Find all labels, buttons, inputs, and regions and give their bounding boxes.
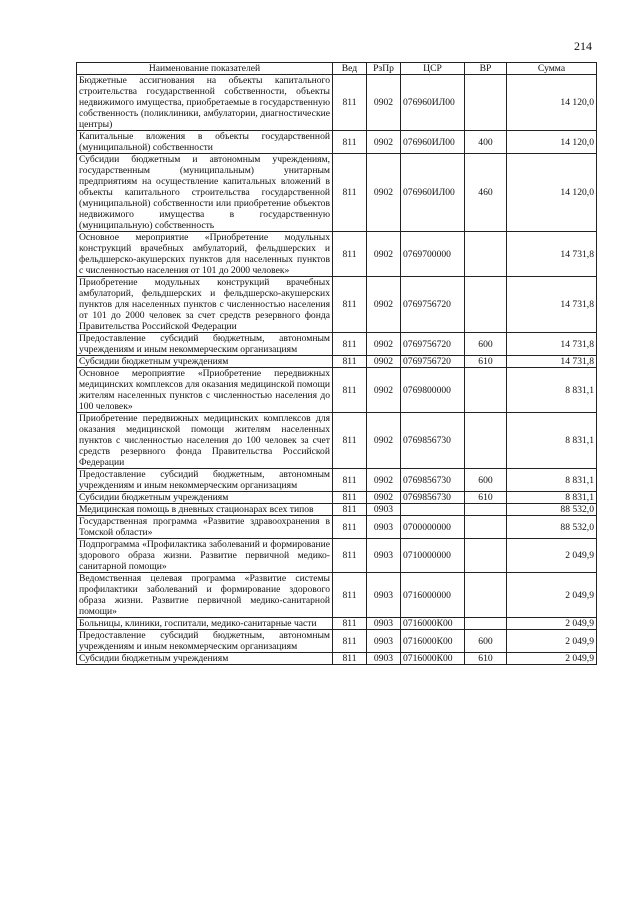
cell-ved: 811 [333, 413, 367, 469]
cell-ved: 811 [333, 653, 367, 665]
cell-rzpr: 0902 [367, 131, 401, 154]
cell-vr: 600 [465, 333, 507, 356]
cell-csr: 076960ИЛ00 [401, 131, 465, 154]
cell-vr [465, 516, 507, 539]
cell-csr: 076960ИЛ00 [401, 75, 465, 131]
cell-rzpr: 0902 [367, 368, 401, 413]
cell-csr: 0769700000 [401, 232, 465, 277]
cell-vr: 600 [465, 469, 507, 492]
cell-csr: 0716000000 [401, 573, 465, 618]
cell-csr: 076960ИЛ00 [401, 154, 465, 232]
cell-rzpr: 0902 [367, 333, 401, 356]
cell-csr: 0716000К00 [401, 630, 465, 653]
cell-vr: 610 [465, 492, 507, 504]
header-name: Наименование показателей [77, 63, 333, 75]
cell-name: Основное мероприятие «Приобретение передвижных медицинских комплексов для оказания медицинской помощи жителям населенных пунктов с численностью населения до 100 человек» [77, 368, 333, 413]
cell-rzpr: 0902 [367, 154, 401, 232]
cell-sum: 8 831,1 [507, 469, 597, 492]
cell-sum: 2 049,9 [507, 573, 597, 618]
table-row [77, 75, 597, 131]
cell-sum: 14 731,8 [507, 333, 597, 356]
cell-rzpr: 0903 [367, 539, 401, 573]
cell-csr: 0710000000 [401, 539, 465, 573]
cell-vr [465, 618, 507, 630]
cell-sum: 14 120,0 [507, 154, 597, 232]
cell-sum: 88 532,0 [507, 504, 597, 516]
table-row [77, 492, 597, 504]
cell-name: Субсидии бюджетным учреждениям [77, 492, 333, 504]
cell-csr: 0700000000 [401, 516, 465, 539]
table-row [77, 232, 597, 277]
cell-name: Основное мероприятие «Приобретение модульных конструкций врачебных амбулаторий, фельдшерских и фельдшерско-акушерских пунктов для населенных пунктов с численностью населения от 101 до 2000 человек» [77, 232, 333, 277]
cell-rzpr: 0903 [367, 573, 401, 618]
cell-name: Государственная программа «Развитие здравоохранения в Томской области» [77, 516, 333, 539]
table-row [77, 516, 597, 539]
cell-csr: 0716000К00 [401, 653, 465, 665]
cell-vr: 610 [465, 356, 507, 368]
table-row [77, 618, 597, 630]
cell-sum: 14 731,8 [507, 232, 597, 277]
cell-sum: 8 831,1 [507, 492, 597, 504]
cell-ved: 811 [333, 232, 367, 277]
header-csr: ЦСР [401, 63, 465, 75]
cell-ved: 811 [333, 516, 367, 539]
table-row [77, 333, 597, 356]
cell-name: Субсидии бюджетным учреждениям [77, 653, 333, 665]
cell-vr [465, 413, 507, 469]
cell-ved: 811 [333, 368, 367, 413]
cell-sum: 14 731,8 [507, 356, 597, 368]
table-row [77, 356, 597, 368]
cell-csr: 0769756720 [401, 356, 465, 368]
cell-name: Больницы, клиники, госпитали, медико-санитарные части [77, 618, 333, 630]
table-row [77, 131, 597, 154]
cell-csr [401, 504, 465, 516]
cell-rzpr: 0902 [367, 75, 401, 131]
cell-sum: 2 049,9 [507, 618, 597, 630]
table-row [77, 630, 597, 653]
header-ved: Вед [333, 63, 367, 75]
cell-vr [465, 232, 507, 277]
cell-ved: 811 [333, 504, 367, 516]
cell-sum: 14 731,8 [507, 277, 597, 333]
cell-rzpr: 0902 [367, 469, 401, 492]
cell-vr: 600 [465, 630, 507, 653]
cell-name: Предоставление субсидий бюджетным, автономным учреждениям и иным некоммерческим организациям [77, 630, 333, 653]
table-row [77, 573, 597, 618]
table-header-row [77, 63, 597, 75]
cell-csr: 0769756720 [401, 333, 465, 356]
cell-ved: 811 [333, 333, 367, 356]
cell-csr: 0716000К00 [401, 618, 465, 630]
cell-name: Приобретение модульных конструкций врачебных амбулаторий, фельдшерских и фельдшерско-акушерских пунктов для населенных пунктов с численностью населения от 101 до 2000 человек за счет средств резервного фонда Правительства Российской Федерации [77, 277, 333, 333]
cell-vr: 610 [465, 653, 507, 665]
cell-rzpr: 0902 [367, 492, 401, 504]
cell-name: Капитальные вложения в объекты государственной (муниципальной) собственности [77, 131, 333, 154]
cell-csr: 0769800000 [401, 368, 465, 413]
cell-ved: 811 [333, 75, 367, 131]
cell-rzpr: 0902 [367, 232, 401, 277]
cell-csr: 0769856730 [401, 413, 465, 469]
cell-ved: 811 [333, 154, 367, 232]
cell-sum: 2 049,9 [507, 653, 597, 665]
page-number: 214 [574, 39, 592, 53]
budget-table [76, 62, 597, 665]
cell-vr: 460 [465, 154, 507, 232]
cell-ved: 811 [333, 630, 367, 653]
table-row [77, 469, 597, 492]
header-vr: ВР [465, 63, 507, 75]
cell-name: Подпрограмма «Профилактика заболеваний и формирование здорового образа жизни. Развитие первичной медико-санитарной помощи» [77, 539, 333, 573]
cell-name: Предоставление субсидий бюджетным, автономным учреждениям и иным некоммерческим организациям [77, 333, 333, 356]
table-row [77, 413, 597, 469]
cell-vr [465, 75, 507, 131]
cell-rzpr: 0903 [367, 516, 401, 539]
cell-vr [465, 539, 507, 573]
cell-ved: 811 [333, 469, 367, 492]
cell-csr: 0769856730 [401, 492, 465, 504]
cell-sum: 14 120,0 [507, 131, 597, 154]
cell-vr [465, 277, 507, 333]
cell-rzpr: 0902 [367, 356, 401, 368]
header-sum: Сумма [507, 63, 597, 75]
cell-name: Ведомственная целевая программа «Развитие системы профилактики заболеваний и формирование здорового образа жизни. Развитие первичной медико-санитарной помощи» [77, 573, 333, 618]
cell-name: Бюджетные ассигнования на объекты капитального строительства государственной собственности, объекты недвижимого имущества, приобретаемые в государственную собственность (поликлиники, амбулатории, диагностические центры) [77, 75, 333, 131]
cell-csr: 0769756720 [401, 277, 465, 333]
cell-ved: 811 [333, 356, 367, 368]
cell-rzpr: 0902 [367, 413, 401, 469]
cell-rzpr: 0903 [367, 504, 401, 516]
cell-name: Приобретение передвижных медицинских комплексов для оказания медицинской помощи жителям населенных пунктов с численностью населения до 100 человек за счет средств резервного фонда Правительства Российской Федерации [77, 413, 333, 469]
cell-sum: 2 049,9 [507, 630, 597, 653]
cell-name: Субсидии бюджетным и автономным учреждениям, государственным (муниципальным) унитарным предприятиям на осуществление капитальных вложений в объекты капитального строительства государственной (муниципальной) собственности или приобретение объектов недвижимого имущества в государственную (муниципальную) собственность [77, 154, 333, 232]
cell-ved: 811 [333, 618, 367, 630]
cell-name: Предоставление субсидий бюджетным, автономным учреждениям и иным некоммерческим организациям [77, 469, 333, 492]
cell-ved: 811 [333, 277, 367, 333]
table-row [77, 368, 597, 413]
cell-rzpr: 0903 [367, 653, 401, 665]
cell-vr [465, 504, 507, 516]
cell-rzpr: 0903 [367, 630, 401, 653]
table-row [77, 154, 597, 232]
table-row [77, 653, 597, 665]
cell-name: Субсидии бюджетным учреждениям [77, 356, 333, 368]
cell-rzpr: 0902 [367, 277, 401, 333]
cell-ved: 811 [333, 539, 367, 573]
cell-csr: 0769856730 [401, 469, 465, 492]
cell-vr: 400 [465, 131, 507, 154]
cell-vr [465, 368, 507, 413]
cell-sum: 2 049,9 [507, 539, 597, 573]
cell-vr [465, 573, 507, 618]
cell-rzpr: 0903 [367, 618, 401, 630]
cell-sum: 88 532,0 [507, 516, 597, 539]
table-row [77, 539, 597, 573]
cell-ved: 811 [333, 131, 367, 154]
cell-name: Медицинская помощь в дневных стационарах всех типов [77, 504, 333, 516]
table-body [77, 75, 597, 665]
cell-ved: 811 [333, 573, 367, 618]
cell-sum: 8 831,1 [507, 413, 597, 469]
cell-ved: 811 [333, 492, 367, 504]
header-rzpr: РзПр [367, 63, 401, 75]
cell-sum: 8 831,1 [507, 368, 597, 413]
table-row [77, 277, 597, 333]
table-row [77, 504, 597, 516]
cell-sum: 14 120,0 [507, 75, 597, 131]
